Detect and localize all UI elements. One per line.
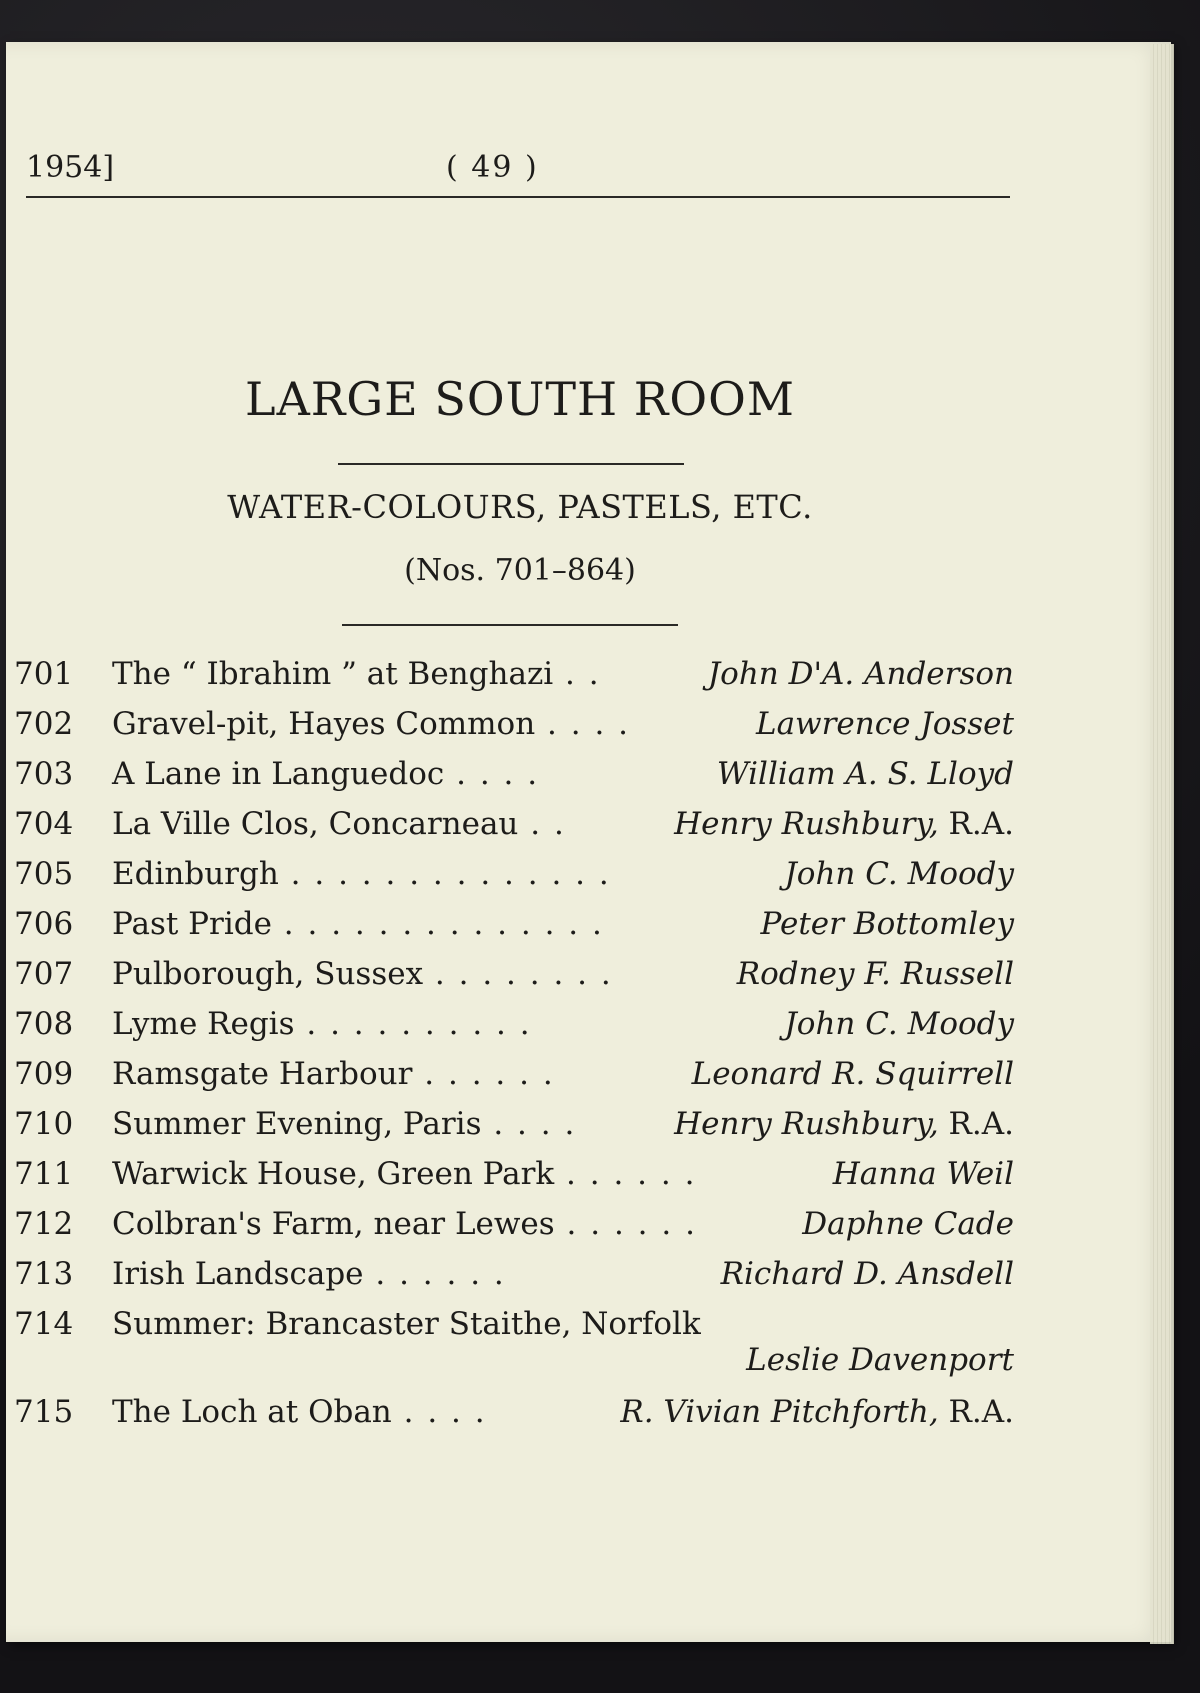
artist-name: Leonard R. Squirrell (691, 1056, 1014, 1092)
entry-number: 703 (14, 756, 74, 792)
entry-title (112, 1056, 555, 1092)
entry-number: 710 (14, 1106, 74, 1142)
artist-name: Daphne Cade (802, 1206, 1014, 1242)
catalogue-entry (14, 1052, 1014, 1102)
entry-artist (620, 1394, 1014, 1430)
catalogue-entry (14, 1390, 1014, 1440)
catalogue-entry (14, 1252, 1014, 1302)
leader-dots: . . . . . . . . (423, 956, 613, 992)
entry-title (112, 1206, 697, 1242)
artist-name: Peter Bottomley (760, 906, 1014, 942)
catalogue-entry (14, 652, 1014, 702)
section-title: LARGE SOUTH ROOM (245, 372, 795, 426)
entry-number: 701 (14, 656, 74, 692)
running-header (26, 140, 1010, 190)
leader-dots: . . . . . . (554, 1156, 697, 1192)
entry-artist (784, 856, 1014, 892)
entry-number: 706 (14, 906, 74, 942)
entry-title-text: Summer Evening, Paris (112, 1106, 482, 1142)
artist-suffix: R.A. (938, 1106, 1014, 1142)
catalogue-entry (14, 802, 1014, 852)
artist-suffix: R.A. (938, 1394, 1014, 1430)
entry-title-text: The Loch at Oban (112, 1394, 392, 1430)
range-rule (342, 624, 678, 626)
entry-title (112, 906, 604, 942)
artist-name: R. Vivian Pitchforth, (620, 1394, 939, 1430)
artist-name: John C. Moody (784, 856, 1014, 892)
entry-artist (721, 1256, 1014, 1292)
entry-title (112, 956, 613, 992)
artist-name: Leslie Davenport (746, 1342, 1014, 1378)
catalogue-entry (14, 752, 1014, 802)
entry-number: 712 (14, 1206, 74, 1242)
entry-number: 707 (14, 956, 74, 992)
page-number: ( 49 ) (446, 150, 539, 185)
entry-number: 705 (14, 856, 74, 892)
entry-artist (761, 906, 1014, 942)
artist-name: John C. Moody (784, 1006, 1014, 1042)
catalogue-entry (14, 1152, 1014, 1202)
title-rule (338, 463, 684, 465)
entry-number: 711 (14, 1156, 74, 1192)
entry-title (112, 706, 630, 742)
entry-title (112, 756, 539, 792)
catalogue-entry (14, 1302, 1014, 1390)
section-subtitle: WATER-COLOURS, PASTELS, ETC. (227, 488, 813, 526)
leader-dots: . . . . . . (554, 1206, 697, 1242)
entry-title-text: Colbran's Farm, near Lewes (112, 1206, 555, 1242)
leader-dots: . . . . . . (412, 1056, 555, 1092)
entry-title (112, 806, 566, 842)
entry-title (112, 856, 611, 892)
catalogue-entry (14, 1002, 1014, 1052)
entry-artist (746, 1342, 1014, 1378)
entry-number: 708 (14, 1006, 74, 1042)
entry-title (112, 1306, 701, 1342)
catalogue-entry (14, 952, 1014, 1002)
entry-artist (802, 1206, 1014, 1242)
artist-name: Henry Rushbury, (674, 1106, 939, 1142)
artist-suffix: R.A. (938, 806, 1014, 842)
entry-number: 715 (14, 1394, 74, 1430)
leader-dots: . . . . (444, 756, 540, 792)
entry-artist (756, 706, 1014, 742)
entry-title-text: A Lane in Languedoc (112, 756, 445, 792)
entry-title (112, 1256, 506, 1292)
entry-artist (833, 1156, 1014, 1192)
entry-title-text: Pulborough, Sussex (112, 956, 424, 992)
entry-artist (692, 1056, 1014, 1092)
entry-title (112, 1106, 576, 1142)
entry-title-text: Irish Landscape (112, 1256, 364, 1292)
header-rule (26, 196, 1010, 198)
artist-name: Rodney F. Russell (736, 956, 1014, 992)
entry-title (112, 1156, 696, 1192)
catalogue-range: (Nos. 701–864) (404, 553, 636, 588)
entry-artist (674, 806, 1014, 842)
entry-title-text: La Ville Clos, Concarneau (112, 806, 519, 842)
entry-title-text: Lyme Regis (112, 1006, 295, 1042)
catalogue-entry (14, 702, 1014, 752)
catalogue-list (14, 652, 1014, 1440)
entry-number: 713 (14, 1256, 74, 1292)
artist-name: Lawrence Josset (755, 706, 1014, 742)
entry-title-text: Edinburgh (112, 856, 279, 892)
entry-artist (674, 1106, 1014, 1142)
entry-title-text: Gravel-pit, Hayes Common (112, 706, 536, 742)
entry-title-text: Past Pride (112, 906, 272, 942)
entry-artist (717, 756, 1014, 792)
leader-dots: . . . . . . (363, 1256, 506, 1292)
artist-name: Henry Rushbury, (674, 806, 939, 842)
leader-dots: . . (553, 656, 601, 692)
entry-title-text: Summer: Brancaster Staithe, Norfolk (112, 1306, 701, 1342)
page-edge (1150, 44, 1174, 1644)
header-year: 1954] (26, 150, 115, 185)
entry-title-text: The “ Ibrahim ” at Benghazi (112, 656, 554, 692)
catalogue-entry (14, 1102, 1014, 1152)
catalogue-entry (14, 1202, 1014, 1252)
entry-title-text: Warwick House, Green Park (112, 1156, 555, 1192)
leader-dots: . . . . . . . . . . . . . . (278, 856, 611, 892)
leader-dots: . . . . . . . . . . (294, 1006, 532, 1042)
entry-number: 704 (14, 806, 74, 842)
entry-number: 709 (14, 1056, 74, 1092)
entry-artist (708, 656, 1014, 692)
leader-dots: . . . . (391, 1394, 487, 1430)
leader-dots: . . . . (481, 1106, 577, 1142)
entry-number: 714 (14, 1306, 74, 1342)
leader-dots: . . . . . . . . . . . . . . (271, 906, 604, 942)
leader-dots: . . . . (535, 706, 631, 742)
entry-artist (784, 1006, 1014, 1042)
entry-number: 702 (14, 706, 74, 742)
entry-title-text: Ramsgate Harbour (112, 1056, 413, 1092)
catalogue-entry (14, 902, 1014, 952)
entry-title (112, 1394, 487, 1430)
catalogue-entry (14, 852, 1014, 902)
artist-name: Richard D. Ansdell (720, 1256, 1014, 1292)
artist-name: Hanna Weil (832, 1156, 1014, 1192)
artist-name: John D'A. Anderson (707, 656, 1014, 692)
entry-artist (737, 956, 1014, 992)
leader-dots: . . (518, 806, 566, 842)
artist-name: William A. S. Lloyd (716, 756, 1014, 792)
entry-title (112, 656, 601, 692)
entry-title (112, 1006, 532, 1042)
